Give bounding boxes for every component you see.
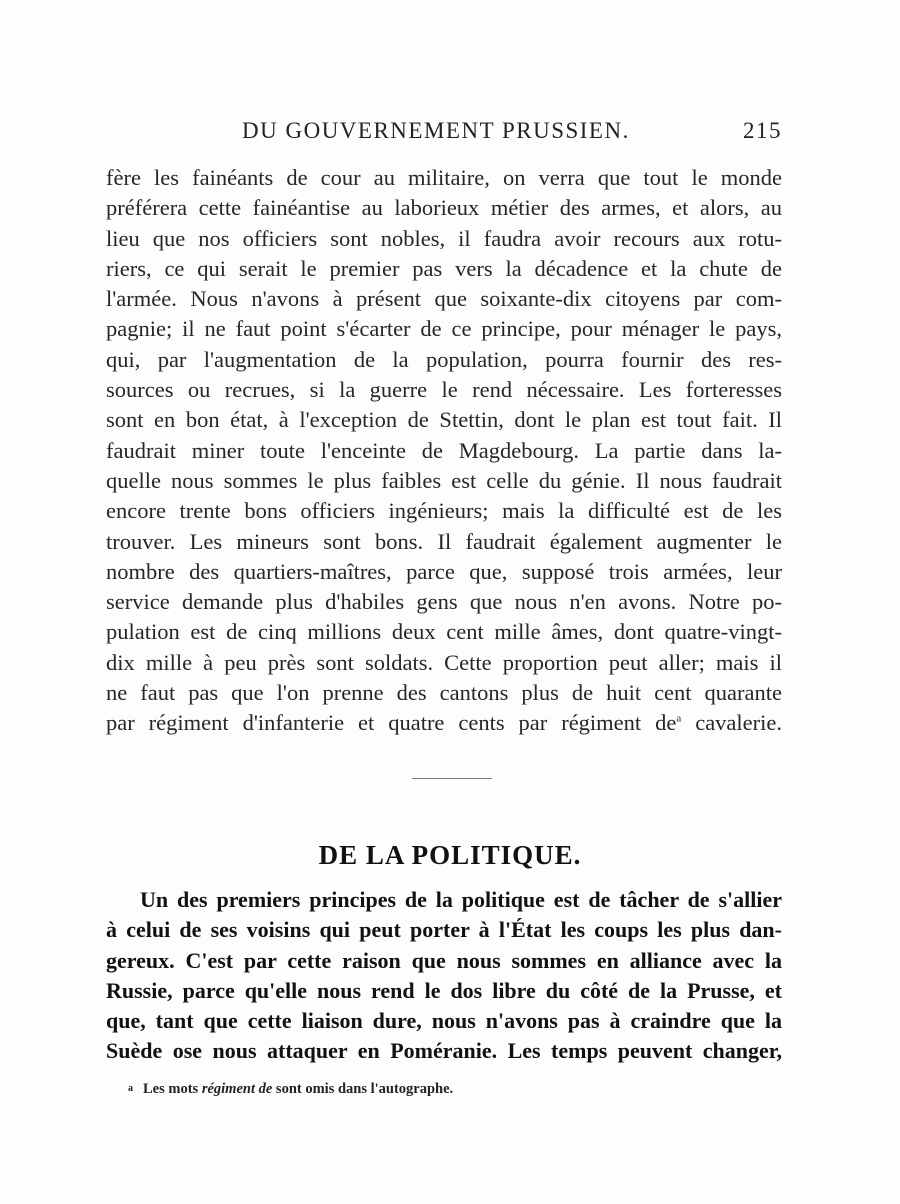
text-line: Russie, parce qu'elle nous rend le dos libre du côté de la Prusse, et [106, 977, 782, 1003]
text-line: sont en bon état, à l'exception de Stettin, dont le plan est tout fait. Il [106, 407, 782, 433]
text-line: préférera cette fainéantise au laborieux métier des armes, et alors, au [106, 195, 782, 221]
text-line: faudrait miner toute l'enceinte de Magdebourg. La partie dans la- [106, 437, 782, 463]
text-line: pagnie; il ne faut point s'écarter de ce principe, pour ménager le pays, [106, 316, 782, 342]
text-line: pulation est de cinq millions deux cent mille âmes, dont quatre-vingt- [106, 619, 782, 645]
text-line: gereux. C'est par cette raison que nous sommes en alliance avec la [106, 947, 782, 973]
text-line: nombre des quartiers-maîtres, parce que, supposé trois armées, leur [106, 558, 782, 584]
text-line-last [106, 708, 782, 738]
text-line: dix mille à peu près sont soldats. Cette proportion peut aller; mais il [106, 649, 782, 675]
text-line: ne faut pas que l'on prenne des cantons plus de huit cent quarante [106, 680, 782, 706]
text-line: service demande plus d'habiles gens que nous n'en avons. Notre po- [106, 589, 782, 615]
text-line: qui, par l'augmentation de la population, pourra fournir des res- [106, 346, 782, 372]
section-divider [412, 778, 492, 779]
text-line: Un des premiers principes de la politique est de tâcher de s'allier [140, 887, 782, 912]
text-segment: par régiment d'infanterie et quatre cents par régiment de [106, 710, 677, 736]
footnote-marker: a [128, 1083, 133, 1094]
text-line: à celui de ses voisins qui peut porter à l'État les coups les plus dan- [106, 917, 782, 943]
text-segment: cavalerie. [695, 710, 783, 736]
text-line: encore trente bons officiers ingénieurs; mais la difficulté est de les [106, 498, 782, 524]
running-title: DU GOUVERNEMENT PRUSSIEN. [242, 118, 630, 143]
text-line: lieu que nos officiers sont nobles, il faudra avoir recours aux rotu- [106, 225, 782, 251]
footnote [128, 1081, 453, 1098]
page-number: 215 [743, 118, 782, 143]
text-line: riers, ce qui serait le premier pas vers la décadence et la chute de [106, 255, 782, 281]
text-line: quelle nous sommes le plus faibles est celle du génie. Il nous faudrait [106, 467, 782, 493]
footnote-text: sont omis dans l'autographe. [275, 1081, 454, 1097]
section-text [106, 885, 782, 1067]
section-title: DE LA POLITIQUE. [318, 840, 582, 870]
body-text [106, 163, 782, 739]
text-line: trouver. Les mineurs sont bons. Il faudrait également augmenter le [106, 528, 782, 554]
text-line: fère les fainéants de cour au militaire, on verra que tout le monde [106, 165, 782, 190]
footnote-text: Les mots [143, 1081, 199, 1097]
text-line: que, tant que cette liaison dure, nous n'avons pas à craindre que la [106, 1008, 782, 1034]
footnote-emphasis: régiment de [201, 1081, 273, 1097]
footnote-marker: a [676, 712, 682, 725]
text-line: Suède ose nous attaquer en Poméranie. Les temps peuvent changer, [106, 1038, 782, 1064]
text-line: l'armée. Nous n'avons à présent que soixante-dix citoyens par com- [106, 286, 782, 312]
text-line: sources ou recrues, si la guerre le rend nécessaire. Les forteresses [106, 377, 782, 403]
